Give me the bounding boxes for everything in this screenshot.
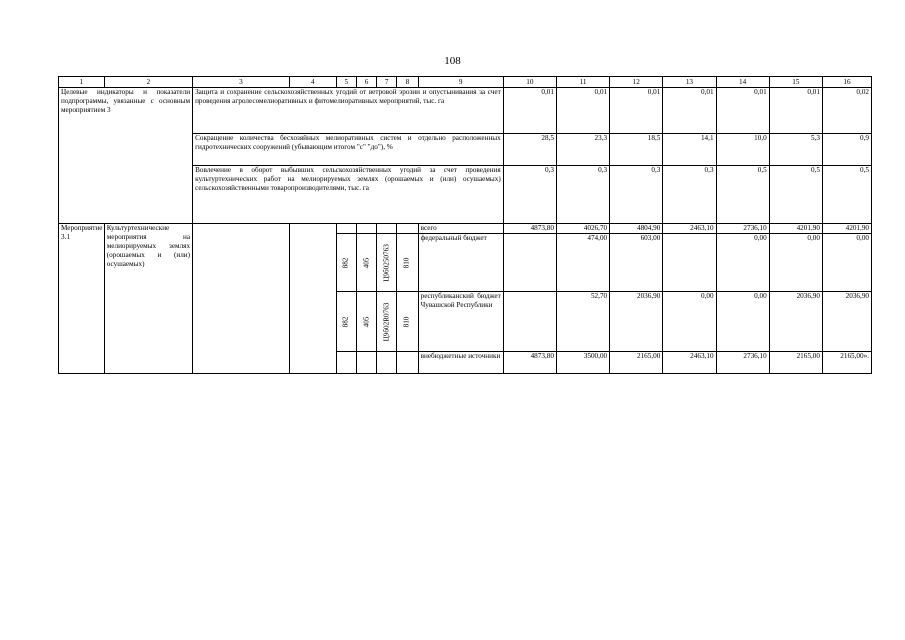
code-cell	[397, 292, 418, 352]
funding-source: федеральный бюджет	[418, 234, 503, 292]
header-cell: 13	[663, 77, 716, 88]
code-text: 882	[341, 316, 350, 327]
code-cell	[356, 234, 376, 292]
value-cell: 2036,90	[769, 292, 822, 352]
value-cell: 2736,10	[716, 224, 769, 234]
value-cell	[503, 292, 556, 352]
value-cell	[663, 234, 716, 292]
code-text: Ц9б02R0763	[382, 302, 391, 341]
code-cell	[356, 224, 376, 234]
value-cell: 0,01	[716, 88, 769, 134]
value-cell: 14,1	[663, 134, 716, 166]
value-cell: 23,3	[556, 134, 609, 166]
code-cell	[377, 234, 397, 292]
value-cell: 3500,00	[556, 352, 609, 374]
code-text: 405	[362, 316, 370, 327]
header-cell: 4	[289, 77, 336, 88]
program-table	[58, 76, 872, 374]
code-text: 810	[402, 316, 411, 327]
code-cell	[336, 292, 356, 352]
code-cell	[356, 292, 376, 352]
value-cell: 0,5	[769, 166, 822, 224]
code-text: 810	[402, 257, 411, 268]
empty-cell	[193, 224, 290, 374]
value-cell: 0,01	[503, 88, 556, 134]
page-number: 108	[444, 55, 461, 67]
header-cell: 5	[336, 77, 356, 88]
value-cell: 0,3	[503, 166, 556, 224]
value-cell	[503, 234, 556, 292]
code-cell	[336, 224, 356, 234]
indicator-text: Вовлечение в оборот выбывших сельскохозяйственных угодий за счет проведения культуртехнических работ на мелиорируемых землях (орошаемых и (или) осушаемых) сельскохозяйственными товаропроизводителями, тыс. га	[193, 166, 504, 224]
header-cell: 2	[104, 77, 192, 88]
funding-source: внебюджетные источники	[418, 352, 503, 374]
code-cell	[397, 224, 418, 234]
value-cell: 2165,00	[769, 352, 822, 374]
value-cell: 52,70	[556, 292, 609, 352]
value-cell: 0,00	[716, 292, 769, 352]
header-cell: 8	[397, 77, 418, 88]
value-cell: 0,01	[610, 88, 663, 134]
value-cell: 2036,90	[822, 292, 871, 352]
value-cell: 0,01	[556, 88, 609, 134]
value-cell: 474,00	[556, 234, 609, 292]
header-cell: 16	[822, 77, 871, 88]
value-cell: 10,0	[716, 134, 769, 166]
code-cell	[336, 234, 356, 292]
value-cell: 0,5	[716, 166, 769, 224]
code-text: 882	[341, 257, 350, 268]
empty-cell	[289, 224, 336, 374]
header-cell: 3	[193, 77, 290, 88]
header-cell: 7	[377, 77, 397, 88]
value-cell: 0,00	[822, 234, 871, 292]
value-cell: 2036,90	[610, 292, 663, 352]
header-cell: 1	[59, 77, 105, 88]
value-cell: 2463,10	[663, 224, 716, 234]
code-cell	[397, 352, 418, 374]
funding-row	[59, 224, 872, 234]
indicator-text: Сокращение количества бесхозяйных мелиоративных систем и отдельно расположенных гидротехнических сооружений (убывающим итогом "с" "до"), %	[193, 134, 504, 166]
code-text: Ц9б0250763	[382, 243, 391, 282]
value-cell: 4026,70	[556, 224, 609, 234]
code-cell	[377, 292, 397, 352]
measure-label: Мероприятие 3.1	[59, 224, 105, 374]
code-cell	[377, 224, 397, 234]
value-cell: 4201,90	[769, 224, 822, 234]
value-cell: 0,00	[716, 234, 769, 292]
measure-title: Культуртехнические мероприятия на мелиорируемых землях (орошаемых и (или) осушаемых)	[104, 224, 192, 374]
header-cell: 14	[716, 77, 769, 88]
indicators-group-label: Целевые индикаторы и показатели подпрограммы, увязанные с основным мероприятием 3	[59, 88, 193, 224]
value-cell: 603,00	[610, 234, 663, 292]
value-cell: 4201,90	[822, 224, 871, 234]
value-cell: 5,3	[769, 134, 822, 166]
value-cell: 0,01	[769, 88, 822, 134]
value-cell: 2165,00».	[822, 352, 871, 374]
header-row	[59, 77, 872, 88]
value-cell: 2736,10	[716, 352, 769, 374]
value-cell: 0,00	[663, 292, 716, 352]
header-cell: 6	[356, 77, 376, 88]
indicator-text: Защита и сохранение сельскохозяйственных угодий от ветровой эрозии и опустынивания за счет проведения агролесомелиоративных и фитомелиоративных мероприятий, тыс. га	[193, 88, 504, 134]
value-cell: 0,3	[556, 166, 609, 224]
value-cell: 0,3	[610, 166, 663, 224]
value-cell: 0,5	[822, 166, 871, 224]
value-cell: 4873,80	[503, 352, 556, 374]
code-cell	[336, 352, 356, 374]
value-cell: 0,9	[822, 134, 871, 166]
header-cell: 11	[556, 77, 609, 88]
header-cell: 15	[769, 77, 822, 88]
indicator-row	[59, 88, 872, 134]
value-cell: 18,5	[610, 134, 663, 166]
value-cell: 4804,90	[610, 224, 663, 234]
value-cell: 0,02	[822, 88, 871, 134]
code-cell	[356, 352, 376, 374]
value-cell: 0,01	[663, 88, 716, 134]
header-cell: 12	[610, 77, 663, 88]
header-cell: 10	[503, 77, 556, 88]
funding-source: всего	[418, 224, 503, 234]
code-text: 405	[362, 257, 370, 268]
value-cell: 4873,80	[503, 224, 556, 234]
value-cell: 0,00	[769, 234, 822, 292]
value-cell: 28,5	[503, 134, 556, 166]
code-cell	[377, 352, 397, 374]
header-cell: 9	[418, 77, 503, 88]
value-cell: 2463,10	[663, 352, 716, 374]
funding-source: республиканский бюджет Чувашской Республики	[418, 292, 503, 352]
code-cell	[397, 234, 418, 292]
value-cell: 2165,00	[610, 352, 663, 374]
value-cell: 0,3	[663, 166, 716, 224]
